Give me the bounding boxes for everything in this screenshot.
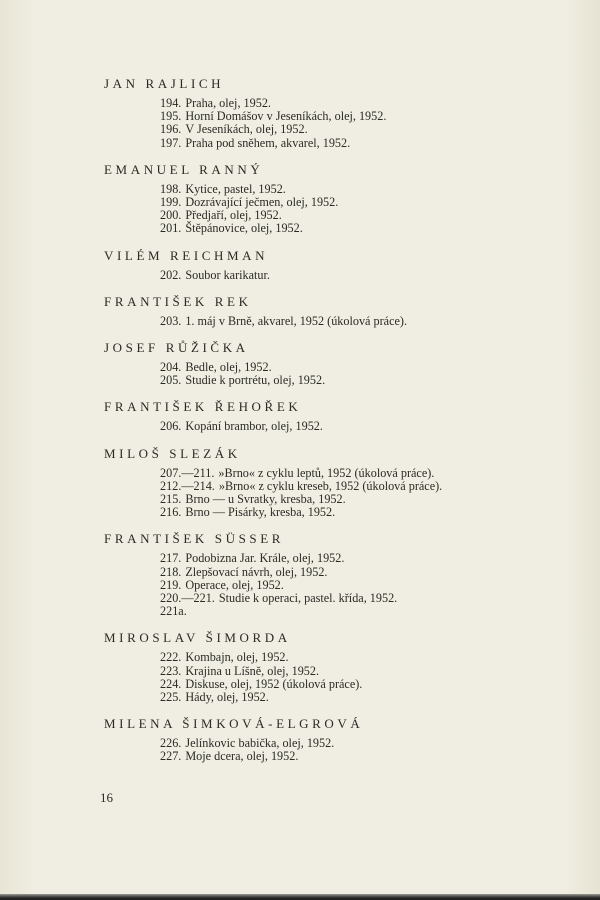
work-number: 199. [160, 195, 182, 210]
work-title: Kombajn, olej, 1952. [185, 650, 289, 665]
work-number: 202. [160, 267, 182, 282]
work-number: 226. [160, 736, 182, 751]
work-title: V Jeseníkách, olej, 1952. [185, 122, 308, 137]
work-title: Štěpánovice, olej, 1952. [185, 221, 303, 236]
page-bottom-edge [0, 894, 600, 900]
works-list [0, 651, 600, 704]
work-number: 206. [160, 419, 182, 434]
work-title: Brno — u Svratky, kresba, 1952. [185, 492, 346, 507]
work-item [160, 750, 600, 763]
work-title: Diskuse, olej, 1952 (úkolová práce). [185, 676, 363, 691]
work-number: 218. [160, 564, 182, 579]
work-number: 207.—211. [160, 465, 215, 480]
artist-entry [0, 248, 600, 282]
work-item [160, 315, 600, 328]
artist-entry [0, 162, 600, 236]
artist-name: MILOŠ SLEZÁK [104, 445, 241, 461]
work-item [160, 222, 600, 235]
work-title: Hády, olej, 1952. [185, 690, 269, 705]
work-number: 196. [160, 122, 182, 137]
work-item [160, 566, 600, 579]
work-number: 200. [160, 208, 182, 223]
work-number: 204. [160, 360, 182, 375]
artist-name: VILÉM REICHMAN [104, 247, 269, 263]
work-title: Kytice, pastel, 1952. [185, 181, 286, 196]
work-item [160, 467, 600, 480]
works-list [0, 420, 600, 433]
work-item [160, 651, 600, 664]
artist-entry [0, 294, 600, 328]
works-list [0, 183, 600, 236]
artist-entry [0, 76, 600, 150]
work-item [160, 506, 600, 519]
work-number: 227. [160, 749, 182, 764]
work-number: 197. [160, 135, 182, 150]
work-item [160, 691, 600, 704]
page-number: 16 [100, 790, 113, 805]
works-list [0, 467, 600, 520]
artist-name: FRANTIŠEK SÜSSER [104, 531, 285, 547]
work-title: Krajina u Líšně, olej, 1952. [185, 663, 320, 678]
artist-entry [0, 340, 600, 387]
work-title: Dozrávající ječmen, olej, 1952. [185, 195, 339, 210]
work-title: Bedle, olej, 1952. [185, 360, 272, 375]
artist-list [0, 76, 600, 776]
artist-name: MILENA ŠIMKOVÁ-ELGROVÁ [104, 716, 364, 732]
work-number: 223. [160, 663, 182, 678]
work-number: 205. [160, 373, 182, 388]
work-number: 215. [160, 492, 182, 507]
work-item [160, 420, 600, 433]
artist-entry [0, 531, 600, 618]
work-number: 224. [160, 676, 182, 691]
artist-name: MIROSLAV ŠIMORDA [104, 630, 291, 646]
work-title: Soubor karikatur. [185, 267, 270, 282]
artist-name: FRANTIŠEK REK [104, 293, 252, 309]
work-item [160, 269, 600, 282]
artist-name: JOSEF RŮŽIČKA [104, 340, 249, 356]
work-item [160, 552, 600, 565]
work-item [160, 665, 600, 678]
artist-name: EMANUEL RANNÝ [104, 161, 264, 177]
work-number: 222. [160, 650, 182, 665]
artist-name: FRANTIŠEK ŘEHOŘEK [104, 399, 302, 415]
work-item [160, 592, 600, 605]
artist-name: JAN RAJLICH [104, 76, 225, 91]
artist-entry [0, 716, 600, 763]
work-number: 194. [160, 96, 182, 110]
work-title: 1. máj v Brně, akvarel, 1952 (úkolová práce). [185, 313, 407, 328]
work-item [160, 137, 600, 150]
work-item [160, 123, 600, 136]
work-title: Kopání brambor, olej, 1952. [185, 419, 323, 434]
work-title: Podobizna Jar. Krále, olej, 1952. [185, 551, 345, 566]
work-title: Horní Domášov v Jeseníkách, olej, 1952. [185, 109, 387, 124]
works-list [0, 552, 600, 618]
work-number: 203. [160, 313, 182, 328]
work-number: 220.—221. [160, 591, 215, 606]
artist-entry [0, 399, 600, 433]
artist-entry [0, 446, 600, 520]
work-title: Zlepšovací návrh, olej, 1952. [185, 564, 328, 579]
work-title: Operace, olej, 1952. [185, 577, 284, 592]
work-number: 225. [160, 690, 182, 705]
work-number: 221a. [160, 604, 187, 619]
works-list [0, 361, 600, 387]
artist-entry [0, 630, 600, 704]
work-item [160, 605, 600, 618]
work-title: Studie k portrétu, olej, 1952. [185, 373, 326, 388]
work-number: 219. [160, 577, 182, 592]
work-number: 216. [160, 505, 182, 520]
work-number: 212.—214. [160, 478, 215, 493]
work-item [160, 374, 600, 387]
work-number: 201. [160, 221, 182, 236]
works-list [0, 315, 600, 328]
work-title: Praha, olej, 1952. [185, 96, 271, 110]
work-title: Praha pod sněhem, akvarel, 1952. [185, 135, 351, 150]
work-title: Brno — Pisárky, kresba, 1952. [185, 505, 336, 520]
work-title: Předjaří, olej, 1952. [185, 208, 282, 223]
work-number: 198. [160, 181, 182, 196]
work-title: »Brno« z cyklu kreseb, 1952 (úkolová práce). [218, 478, 443, 493]
work-title: Moje dcera, olej, 1952. [185, 749, 299, 764]
work-number: 195. [160, 109, 182, 124]
works-list [0, 97, 600, 150]
work-title: Studie k operaci, pastel. křída, 1952. [218, 591, 398, 606]
work-title: Jelínkovic babička, olej, 1952. [185, 736, 335, 751]
works-list [0, 269, 600, 282]
works-list [0, 737, 600, 763]
work-number: 217. [160, 551, 182, 566]
work-title: »Brno« z cyklu leptů, 1952 (úkolová práce). [218, 465, 435, 480]
